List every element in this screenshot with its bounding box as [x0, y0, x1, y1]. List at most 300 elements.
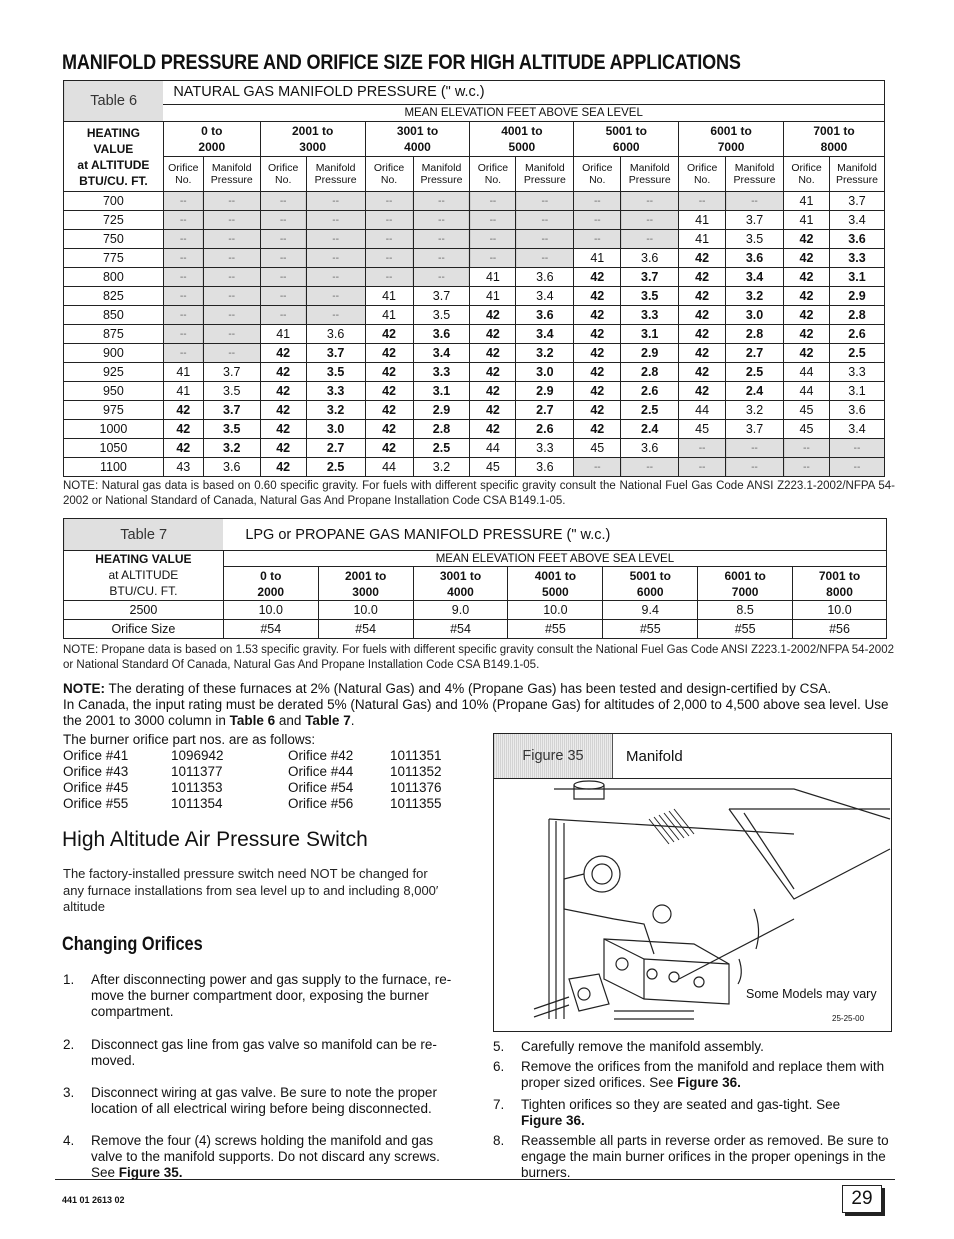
pressure-cell: -- — [726, 439, 784, 458]
table6-range-5: 6001 to 7000 — [679, 122, 784, 157]
orifice-cell: 42 — [260, 458, 306, 477]
orifice-cell: 42 — [470, 382, 516, 401]
row-btu: 800 — [64, 268, 164, 287]
orifice-cell: 42 — [365, 439, 413, 458]
table6-subheader: Manifold Pressure — [726, 157, 784, 192]
orifice-cell: 41 — [784, 211, 830, 230]
pressure-cell: -- — [203, 306, 260, 325]
table6-range-6: 7001 to 8000 — [784, 122, 885, 157]
pressure-cell: -- — [203, 211, 260, 230]
table6-subheader: Manifold Pressure — [413, 157, 470, 192]
pressure-cell: -- — [621, 458, 679, 477]
pressure-cell: 3.3 — [306, 382, 365, 401]
orifice-cell: 42 — [574, 344, 621, 363]
table6-heating-label: HEATING VALUE at ALTITUDE BTU/CU. FT. — [64, 122, 164, 192]
orifice-cell: -- — [365, 230, 413, 249]
table-row — [64, 382, 885, 401]
pressure-cell: 3.7 — [829, 192, 884, 211]
part-row — [63, 748, 463, 764]
orifice-cell: 42 — [260, 401, 306, 420]
table6-subheader: Orifice No. — [365, 157, 413, 192]
orifice-cell: -- — [260, 287, 306, 306]
table7-elevation-label: MEAN ELEVATION FEET ABOVE SEA LEVEL — [223, 551, 886, 567]
row-label: 2500 — [64, 601, 224, 620]
orifice-cell: -- — [163, 344, 203, 363]
table-row — [64, 420, 885, 439]
natural-gas-table — [63, 80, 885, 477]
pressure-cell: 3.0 — [516, 363, 574, 382]
orifice-cell: 45 — [679, 420, 726, 439]
orifice-cell: -- — [574, 192, 621, 211]
row-btu: 700 — [64, 192, 164, 211]
table6-subheader: Orifice No. — [784, 157, 830, 192]
orifice-label: Orifice #42 — [288, 748, 354, 763]
orifice-cell: 42 — [784, 344, 830, 363]
table7-range-5: 6001 to 7000 — [698, 567, 793, 601]
pressure-cell: 3.6 — [726, 249, 784, 268]
orifice-cell: 42 — [365, 325, 413, 344]
pressure-cell: -- — [413, 230, 470, 249]
orifice-cell: -- — [784, 458, 830, 477]
orifice-cell: 42 — [784, 249, 830, 268]
row-label: Orifice Size — [64, 620, 224, 639]
table-row — [64, 401, 885, 420]
orifice-cell: -- — [163, 325, 203, 344]
pressure-cell: 3.6 — [829, 401, 884, 420]
table6-subheader: Orifice No. — [574, 157, 621, 192]
orifice-cell: 42 — [679, 249, 726, 268]
orifice-cell: 42 — [260, 382, 306, 401]
table-row — [64, 325, 885, 344]
orifice-cell: 42 — [470, 420, 516, 439]
propane-gas-table — [63, 518, 887, 639]
pressure-cell: 2.9 — [413, 401, 470, 420]
table7-title: LPG or PROPANE GAS MANIFOLD PRESSURE (" w.c.) — [223, 519, 886, 551]
pressure-cell: -- — [516, 192, 574, 211]
pressure-cell: 2.5 — [413, 439, 470, 458]
value-cell: 10.0 — [508, 601, 603, 620]
pressure-cell: 2.8 — [829, 306, 884, 325]
pressure-cell: 3.5 — [726, 230, 784, 249]
table7-tag: Table 7 — [64, 519, 224, 551]
table6-elevation-label: MEAN ELEVATION FEET ABOVE SEA LEVEL — [163, 104, 884, 121]
orifice-cell: 42 — [470, 344, 516, 363]
table6-subheader: Manifold Pressure — [829, 157, 884, 192]
value-cell: #55 — [698, 620, 793, 639]
value-cell: 10.0 — [793, 601, 887, 620]
table-row — [64, 268, 885, 287]
row-btu: 1050 — [64, 439, 164, 458]
pressure-cell: 3.4 — [726, 268, 784, 287]
row-btu: 975 — [64, 401, 164, 420]
orifice-cell: -- — [679, 458, 726, 477]
pressure-cell: 3.2 — [413, 458, 470, 477]
table6-range-3: 4001 to 5000 — [470, 122, 574, 157]
orifice-cell: 42 — [679, 306, 726, 325]
value-cell: #55 — [603, 620, 698, 639]
pressure-cell: 3.3 — [829, 249, 884, 268]
orifice-cell: -- — [163, 249, 203, 268]
page-title: MANIFOLD PRESSURE AND ORIFICE SIZE FOR HIGH ALTITUDE APPLICATIONS — [62, 50, 741, 74]
part-number: 1011354 — [171, 796, 223, 811]
pressure-cell: -- — [306, 249, 365, 268]
pressure-cell: 3.4 — [829, 211, 884, 230]
orifice-cell: 42 — [365, 344, 413, 363]
orifice-cell: 44 — [679, 401, 726, 420]
value-cell: 10.0 — [318, 601, 413, 620]
table7-range-6: 7001 to 8000 — [793, 567, 887, 601]
pressure-cell: 2.8 — [413, 420, 470, 439]
pressure-cell: 3.1 — [413, 382, 470, 401]
pressure-cell: 2.7 — [306, 439, 365, 458]
orifice-label: Orifice #55 — [63, 796, 129, 811]
pressure-cell: 2.6 — [829, 325, 884, 344]
value-cell: 9.4 — [603, 601, 698, 620]
pressure-cell: -- — [203, 268, 260, 287]
table6-subheader: Orifice No. — [163, 157, 203, 192]
part-row — [63, 764, 463, 780]
pressure-cell: 3.2 — [726, 401, 784, 420]
orifice-cell: 42 — [470, 363, 516, 382]
pressure-cell: 3.4 — [829, 420, 884, 439]
row-btu: 950 — [64, 382, 164, 401]
pressure-cell: -- — [306, 192, 365, 211]
pressure-cell: 2.7 — [726, 344, 784, 363]
pressure-cell: 3.6 — [621, 249, 679, 268]
orifice-cell: 42 — [574, 287, 621, 306]
orifice-cell: 42 — [260, 439, 306, 458]
orifice-cell: 42 — [679, 363, 726, 382]
pressure-cell: 3.4 — [516, 325, 574, 344]
pressure-cell: 2.6 — [621, 382, 679, 401]
row-btu: 925 — [64, 363, 164, 382]
orifice-cell: -- — [679, 192, 726, 211]
pressure-cell: 3.5 — [203, 420, 260, 439]
orifice-label: Orifice #43 — [63, 764, 129, 779]
orifice-cell: -- — [470, 192, 516, 211]
orifice-cell: 42 — [574, 420, 621, 439]
row-btu: 900 — [64, 344, 164, 363]
orifice-cell: -- — [163, 192, 203, 211]
orifice-cell: 42 — [574, 382, 621, 401]
orifice-cell: -- — [260, 211, 306, 230]
pressure-cell: -- — [829, 458, 884, 477]
pressure-cell: 3.5 — [203, 382, 260, 401]
orifice-cell: 41 — [679, 211, 726, 230]
row-btu: 825 — [64, 287, 164, 306]
pressure-cell: 3.2 — [516, 344, 574, 363]
pressure-cell: -- — [621, 192, 679, 211]
orifice-cell: 42 — [784, 306, 830, 325]
orifice-cell: -- — [260, 306, 306, 325]
orifice-cell: -- — [260, 192, 306, 211]
part-row — [63, 796, 463, 812]
orifice-cell: -- — [163, 268, 203, 287]
orifice-label: Orifice #56 — [288, 796, 354, 811]
orifice-label: Orifice #45 — [63, 780, 129, 795]
orifice-cell: 42 — [784, 287, 830, 306]
pressure-cell: -- — [203, 249, 260, 268]
pressure-cell: -- — [413, 192, 470, 211]
figure-caption: Some Models may vary — [746, 987, 877, 1001]
pressure-cell: 3.6 — [516, 306, 574, 325]
orifice-part-numbers — [63, 732, 463, 812]
orifice-cell: -- — [574, 211, 621, 230]
orifice-cell: 42 — [679, 325, 726, 344]
table6-subheader: Orifice No. — [679, 157, 726, 192]
pressure-cell: 3.4 — [516, 287, 574, 306]
page-number: 29 — [842, 1185, 882, 1213]
pressure-cell: 3.7 — [726, 420, 784, 439]
value-cell: 9.0 — [413, 601, 508, 620]
row-btu: 1100 — [64, 458, 164, 477]
figure-35-title: Manifold — [626, 748, 683, 765]
table6-title: NATURAL GAS MANIFOLD PRESSURE (" w.c.) — [163, 81, 884, 105]
orifice-cell: -- — [163, 306, 203, 325]
orifice-cell: 43 — [163, 458, 203, 477]
orifice-cell: 41 — [163, 382, 203, 401]
orifice-cell: 41 — [365, 287, 413, 306]
orifice-cell: 42 — [574, 306, 621, 325]
orifice-cell: 41 — [365, 306, 413, 325]
orifice-label: Orifice #41 — [63, 748, 129, 763]
orifice-label: Orifice #44 — [288, 764, 354, 779]
orifice-cell: -- — [470, 230, 516, 249]
pressure-cell: 2.9 — [516, 382, 574, 401]
pressure-cell: 3.7 — [726, 211, 784, 230]
figure-code: 25-25-00 — [832, 1014, 865, 1023]
pressure-cell: -- — [516, 249, 574, 268]
figure-35-tag: Figure 35 — [494, 734, 613, 779]
pressure-cell: -- — [726, 458, 784, 477]
pressure-cell: 3.2 — [306, 401, 365, 420]
pressure-cell: -- — [516, 211, 574, 230]
table-row — [64, 211, 885, 230]
pressure-cell: 3.6 — [621, 439, 679, 458]
figure-35 — [493, 733, 892, 1032]
orifice-cell: 42 — [574, 268, 621, 287]
table6-note: NOTE: Natural gas data is based on 0.60 specific gravity. For fuels with different specific gravity consult the National Fuel Gas Code ANSI Z223.1-2002/NFPA 54-2002 or National Standard of Canada, Natural Gas And Propane Installation Code CSA B149.1-05. — [63, 480, 895, 507]
pressure-cell: -- — [203, 344, 260, 363]
pressure-cell: -- — [413, 249, 470, 268]
pressure-cell: 3.0 — [306, 420, 365, 439]
orifice-cell: 42 — [574, 325, 621, 344]
row-btu: 775 — [64, 249, 164, 268]
pressure-cell: 3.3 — [621, 306, 679, 325]
orifice-cell: 42 — [163, 439, 203, 458]
table6-subheader: Manifold Pressure — [516, 157, 574, 192]
pressure-cell: 3.6 — [203, 458, 260, 477]
pressure-cell: -- — [306, 287, 365, 306]
parts-intro: The burner orifice part nos. are as follows: — [63, 732, 316, 747]
table-row — [64, 601, 887, 620]
pressure-cell: -- — [306, 306, 365, 325]
orifice-cell: 41 — [470, 268, 516, 287]
part-number: 1011377 — [171, 764, 223, 779]
table-row — [64, 192, 885, 211]
orifice-cell: 44 — [784, 363, 830, 382]
table-row — [64, 620, 887, 639]
pressure-cell: -- — [621, 211, 679, 230]
pressure-cell: -- — [413, 211, 470, 230]
pressure-cell: -- — [203, 325, 260, 344]
row-btu: 1000 — [64, 420, 164, 439]
part-number: 1011351 — [390, 748, 442, 763]
table-row — [64, 230, 885, 249]
pressure-cell: -- — [306, 211, 365, 230]
orifice-cell: 41 — [470, 287, 516, 306]
orifice-cell: 44 — [784, 382, 830, 401]
pressure-cell: 3.2 — [203, 439, 260, 458]
orifice-cell: 45 — [574, 439, 621, 458]
pressure-cell: 3.3 — [829, 363, 884, 382]
orifice-cell: 41 — [784, 192, 830, 211]
changing-orifices-heading: Changing Orifices — [62, 934, 203, 955]
pressure-cell: 3.1 — [829, 268, 884, 287]
orifice-label: Orifice #54 — [288, 780, 354, 795]
pressure-cell: 2.5 — [829, 344, 884, 363]
orifice-cell: 42 — [679, 344, 726, 363]
pressure-cell: 3.7 — [203, 401, 260, 420]
orifice-cell: 45 — [784, 420, 830, 439]
orifice-cell: -- — [470, 249, 516, 268]
orifice-cell: 42 — [574, 401, 621, 420]
pressure-cell: -- — [726, 192, 784, 211]
pressure-cell: 2.8 — [621, 363, 679, 382]
pressure-cell: 3.3 — [516, 439, 574, 458]
pressure-cell: 3.4 — [413, 344, 470, 363]
table6-subheader: Orifice No. — [260, 157, 306, 192]
pressure-cell: -- — [203, 287, 260, 306]
pressure-cell: 3.1 — [621, 325, 679, 344]
value-cell: 10.0 — [223, 601, 318, 620]
orifice-cell: 42 — [365, 363, 413, 382]
table7-note: NOTE: Propane data is based on 1.53 specific gravity. For fuels with different specific gravity consult the National Fuel Gas Code ANSI Z223.1-2002/NFPA 54-2002 or National Standard Of Canada, Natural Gas And Propane Installation Code CSA B149.1-05. — [63, 644, 894, 671]
orifice-cell: -- — [574, 230, 621, 249]
pressure-cell: 3.7 — [203, 363, 260, 382]
pressure-cell: 2.5 — [726, 363, 784, 382]
pressure-cell: 3.5 — [413, 306, 470, 325]
part-number: 1011352 — [390, 764, 442, 779]
table7-range-2: 3001 to 4000 — [413, 567, 508, 601]
pressure-cell: 3.7 — [621, 268, 679, 287]
orifice-cell: 42 — [470, 306, 516, 325]
orifice-cell: 42 — [679, 287, 726, 306]
orifice-cell: 42 — [679, 382, 726, 401]
orifice-cell: -- — [260, 249, 306, 268]
orifice-cell: 42 — [784, 325, 830, 344]
part-row — [63, 780, 463, 796]
orifice-cell: -- — [784, 439, 830, 458]
pressure-cell: 3.5 — [621, 287, 679, 306]
pressure-cell: -- — [516, 230, 574, 249]
orifice-cell: -- — [365, 249, 413, 268]
high-altitude-text: The factory-installed pressure switch need NOT be changed for any furnace installations from sea level up to and including 8,000′ altitude — [63, 866, 439, 914]
orifice-cell: -- — [365, 192, 413, 211]
orifice-cell: 42 — [365, 420, 413, 439]
part-number: 1011355 — [390, 796, 442, 811]
orifice-cell: -- — [365, 211, 413, 230]
pressure-cell: -- — [203, 192, 260, 211]
table-row — [64, 287, 885, 306]
table-row — [64, 306, 885, 325]
orifice-cell: 42 — [784, 268, 830, 287]
part-number: 1011376 — [390, 780, 442, 795]
orifice-cell: 41 — [574, 249, 621, 268]
pressure-cell: 2.9 — [829, 287, 884, 306]
pressure-cell: 3.1 — [829, 382, 884, 401]
pressure-cell: 2.5 — [306, 458, 365, 477]
orifice-cell: 45 — [470, 458, 516, 477]
pressure-cell: 3.6 — [413, 325, 470, 344]
value-cell: #55 — [508, 620, 603, 639]
pressure-cell: 2.8 — [726, 325, 784, 344]
table7-heating-label: HEATING VALUE at ALTITUDE BTU/CU. FT. — [64, 551, 224, 601]
pressure-cell: 3.6 — [306, 325, 365, 344]
pressure-cell: 2.9 — [621, 344, 679, 363]
row-btu: 875 — [64, 325, 164, 344]
orifice-cell: -- — [163, 230, 203, 249]
pressure-cell: 3.3 — [413, 363, 470, 382]
pressure-cell: -- — [829, 439, 884, 458]
table6-subheader: Manifold Pressure — [306, 157, 365, 192]
document-number: 441 01 2613 02 — [62, 1195, 125, 1205]
orifice-cell: 42 — [679, 268, 726, 287]
orifice-cell: 42 — [365, 382, 413, 401]
high-altitude-heading: High Altitude Air Pressure Switch — [62, 828, 368, 851]
orifice-cell: -- — [260, 230, 306, 249]
orifice-cell: 42 — [163, 401, 203, 420]
pressure-cell: -- — [621, 230, 679, 249]
orifice-cell: -- — [470, 211, 516, 230]
orifice-cell: 44 — [470, 439, 516, 458]
table6-range-2: 3001 to 4000 — [365, 122, 470, 157]
table6-tag: Table 6 — [64, 81, 164, 122]
pressure-cell: 2.7 — [516, 401, 574, 420]
row-btu: 850 — [64, 306, 164, 325]
table7-range-1: 2001 to 3000 — [318, 567, 413, 601]
table-row — [64, 249, 885, 268]
orifice-cell: 41 — [260, 325, 306, 344]
orifice-cell: -- — [163, 211, 203, 230]
orifice-cell: 42 — [470, 325, 516, 344]
derating-note: NOTE: The derating of these furnaces at 2% (Natural Gas) and 4% (Propane Gas) has been tested and design-certified by CSA. In Canada, the input rating must be derated 5% (Natural Gas) and 10% (Propane Gas) for altitudes of 2,000 to 4,500 above sea level. Use the 2001 to 3000 column in Table 6 and Table 7. — [63, 681, 889, 728]
table6-subheader: Orifice No. — [470, 157, 516, 192]
pressure-cell: 3.7 — [306, 344, 365, 363]
pressure-cell: 2.4 — [621, 420, 679, 439]
pressure-cell: 2.4 — [726, 382, 784, 401]
orifice-cell: 42 — [260, 344, 306, 363]
pressure-cell: 3.6 — [829, 230, 884, 249]
pressure-cell: 2.5 — [621, 401, 679, 420]
orifice-cell: 45 — [784, 401, 830, 420]
value-cell: #54 — [223, 620, 318, 639]
value-cell: #54 — [413, 620, 508, 639]
orifice-cell: 41 — [163, 363, 203, 382]
table6-range-4: 5001 to 6000 — [574, 122, 679, 157]
table-row — [64, 439, 885, 458]
pressure-cell: 3.6 — [516, 268, 574, 287]
orifice-cell: 42 — [574, 363, 621, 382]
orifice-cell: -- — [679, 439, 726, 458]
table-row — [64, 363, 885, 382]
pressure-cell: 3.7 — [413, 287, 470, 306]
orifice-cell: 44 — [365, 458, 413, 477]
pressure-cell: -- — [413, 268, 470, 287]
orifice-cell: 42 — [163, 420, 203, 439]
pressure-cell: -- — [306, 268, 365, 287]
pressure-cell: 3.5 — [306, 363, 365, 382]
